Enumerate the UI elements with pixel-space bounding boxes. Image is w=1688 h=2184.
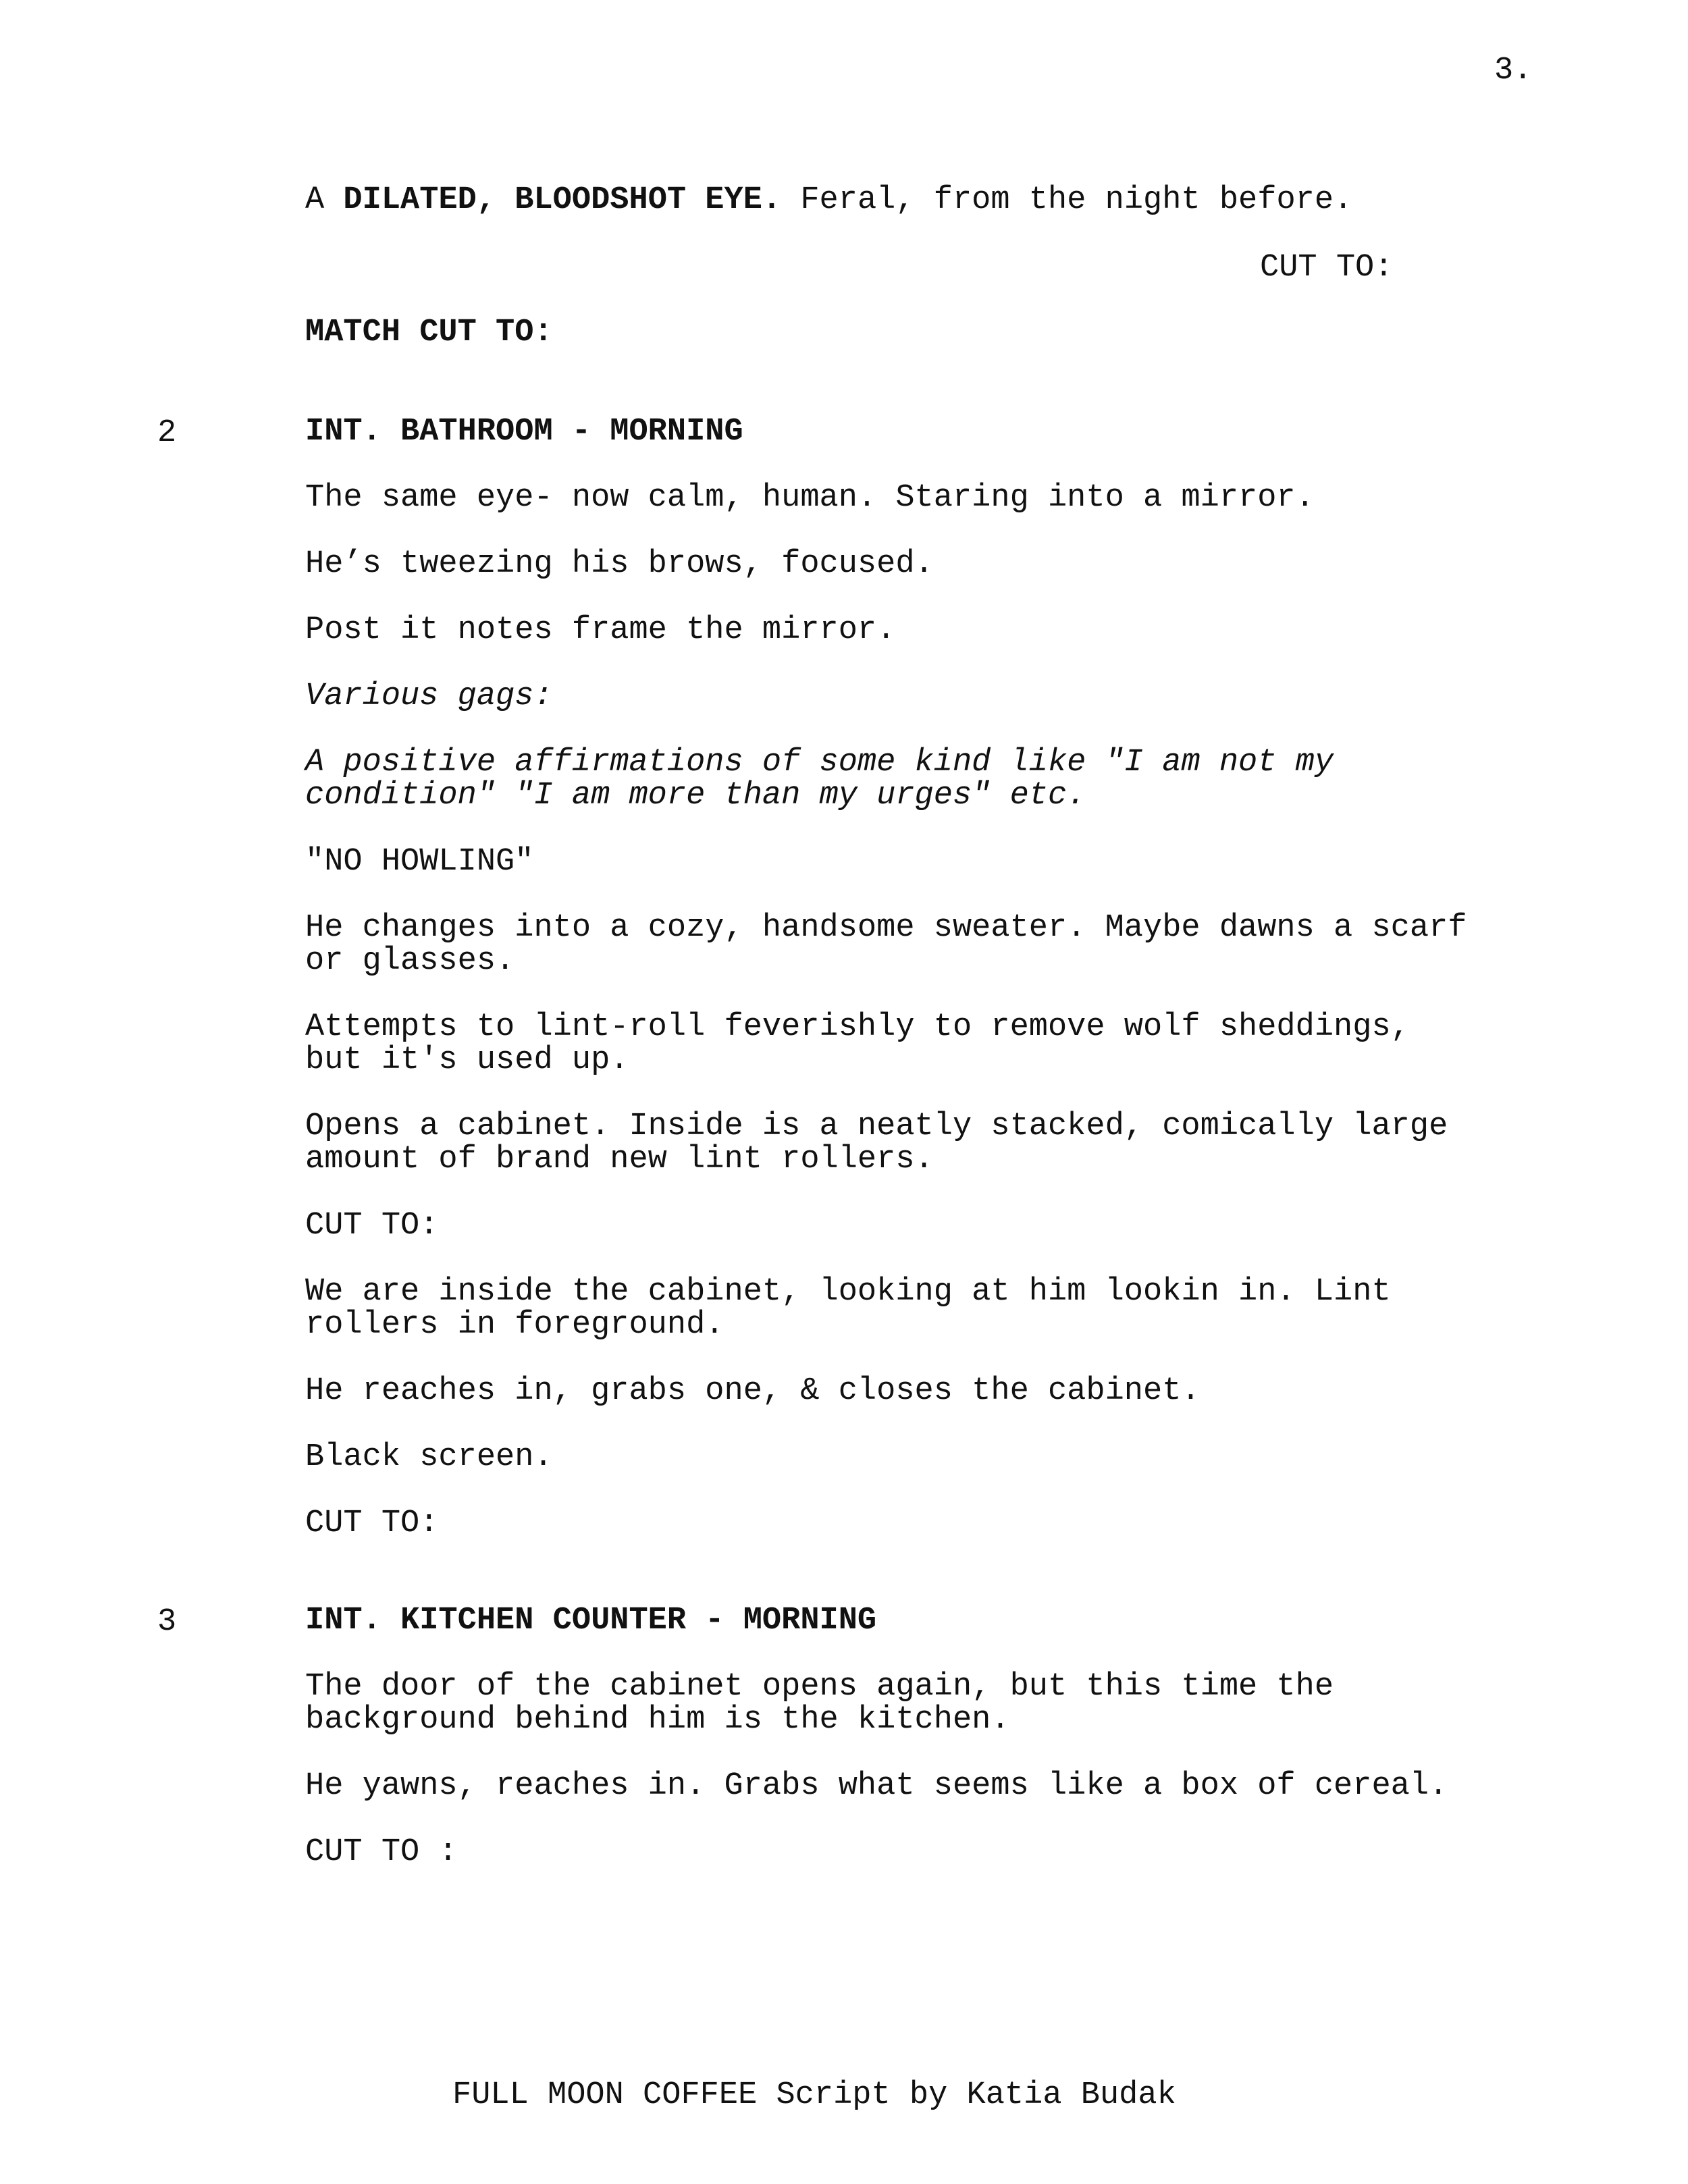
action-line: condition" "I am more than my urges" etc. — [305, 778, 1086, 814]
action-line: or glasses. — [305, 943, 515, 979]
transition-line: CUT TO: — [305, 1208, 439, 1244]
scene-heading-2: INT. BATHROOM - MORNING — [305, 414, 743, 450]
action-line: He’s tweezing his brows, focused. — [305, 546, 934, 582]
action-line: Attempts to lint-roll feverishly to remove wolf sheddings, — [305, 1009, 1410, 1045]
page-number: 3. — [1494, 53, 1533, 88]
action-line: We are inside the cabinet, looking at him lookin in. Lint — [305, 1274, 1391, 1310]
scene-number-2: 2 — [157, 415, 177, 451]
opening-action — [305, 184, 1352, 217]
action-line: Black screen. — [305, 1439, 553, 1475]
opening-bold: DILATED, BLOODSHOT EYE. — [343, 182, 782, 218]
action-line: Opens a cabinet. Inside is a neatly stacked, comically large — [305, 1109, 1448, 1144]
action-line: amount of brand new lint rollers. — [305, 1142, 934, 1177]
action-line: "NO HOWLING" — [305, 844, 534, 880]
action-line: He reaches in, grabs one, & closes the cabinet. — [305, 1373, 1201, 1409]
action-line: A positive affirmations of some kind like "I am not my — [305, 745, 1334, 780]
action-line: rollers in foreground. — [305, 1307, 724, 1343]
page-footer: FULL MOON COFFEE Script by Katia Budak — [452, 2077, 1176, 2113]
match-cut-transition: MATCH CUT TO: — [305, 315, 553, 350]
action-line: The door of the cabinet opens again, but this time the — [305, 1669, 1334, 1705]
action-line: Various gags: — [305, 678, 553, 714]
transition-cut-to: CUT TO: — [1260, 250, 1394, 286]
action-line: The same eye- now calm, human. Staring into a mirror. — [305, 480, 1315, 516]
action-line: background behind him is the kitchen. — [305, 1702, 1010, 1738]
action-line: but it's used up. — [305, 1042, 629, 1078]
transition-line: CUT TO: — [305, 1506, 439, 1541]
action-line: He yawns, reaches in. Grabs what seems like a box of cereal. — [305, 1768, 1448, 1804]
action-line: He changes into a cozy, handsome sweater. Maybe dawns a scarf — [305, 910, 1467, 946]
action-line: Post it notes frame the mirror. — [305, 612, 896, 648]
opening-prefix: A — [305, 182, 344, 218]
scene-heading-3: INT. KITCHEN COUNTER - MORNING — [305, 1603, 877, 1639]
transition-line: CUT TO : — [305, 1834, 458, 1870]
scene-number-3: 3 — [157, 1604, 177, 1640]
opening-suffix: Feral, from the night before. — [781, 182, 1353, 218]
